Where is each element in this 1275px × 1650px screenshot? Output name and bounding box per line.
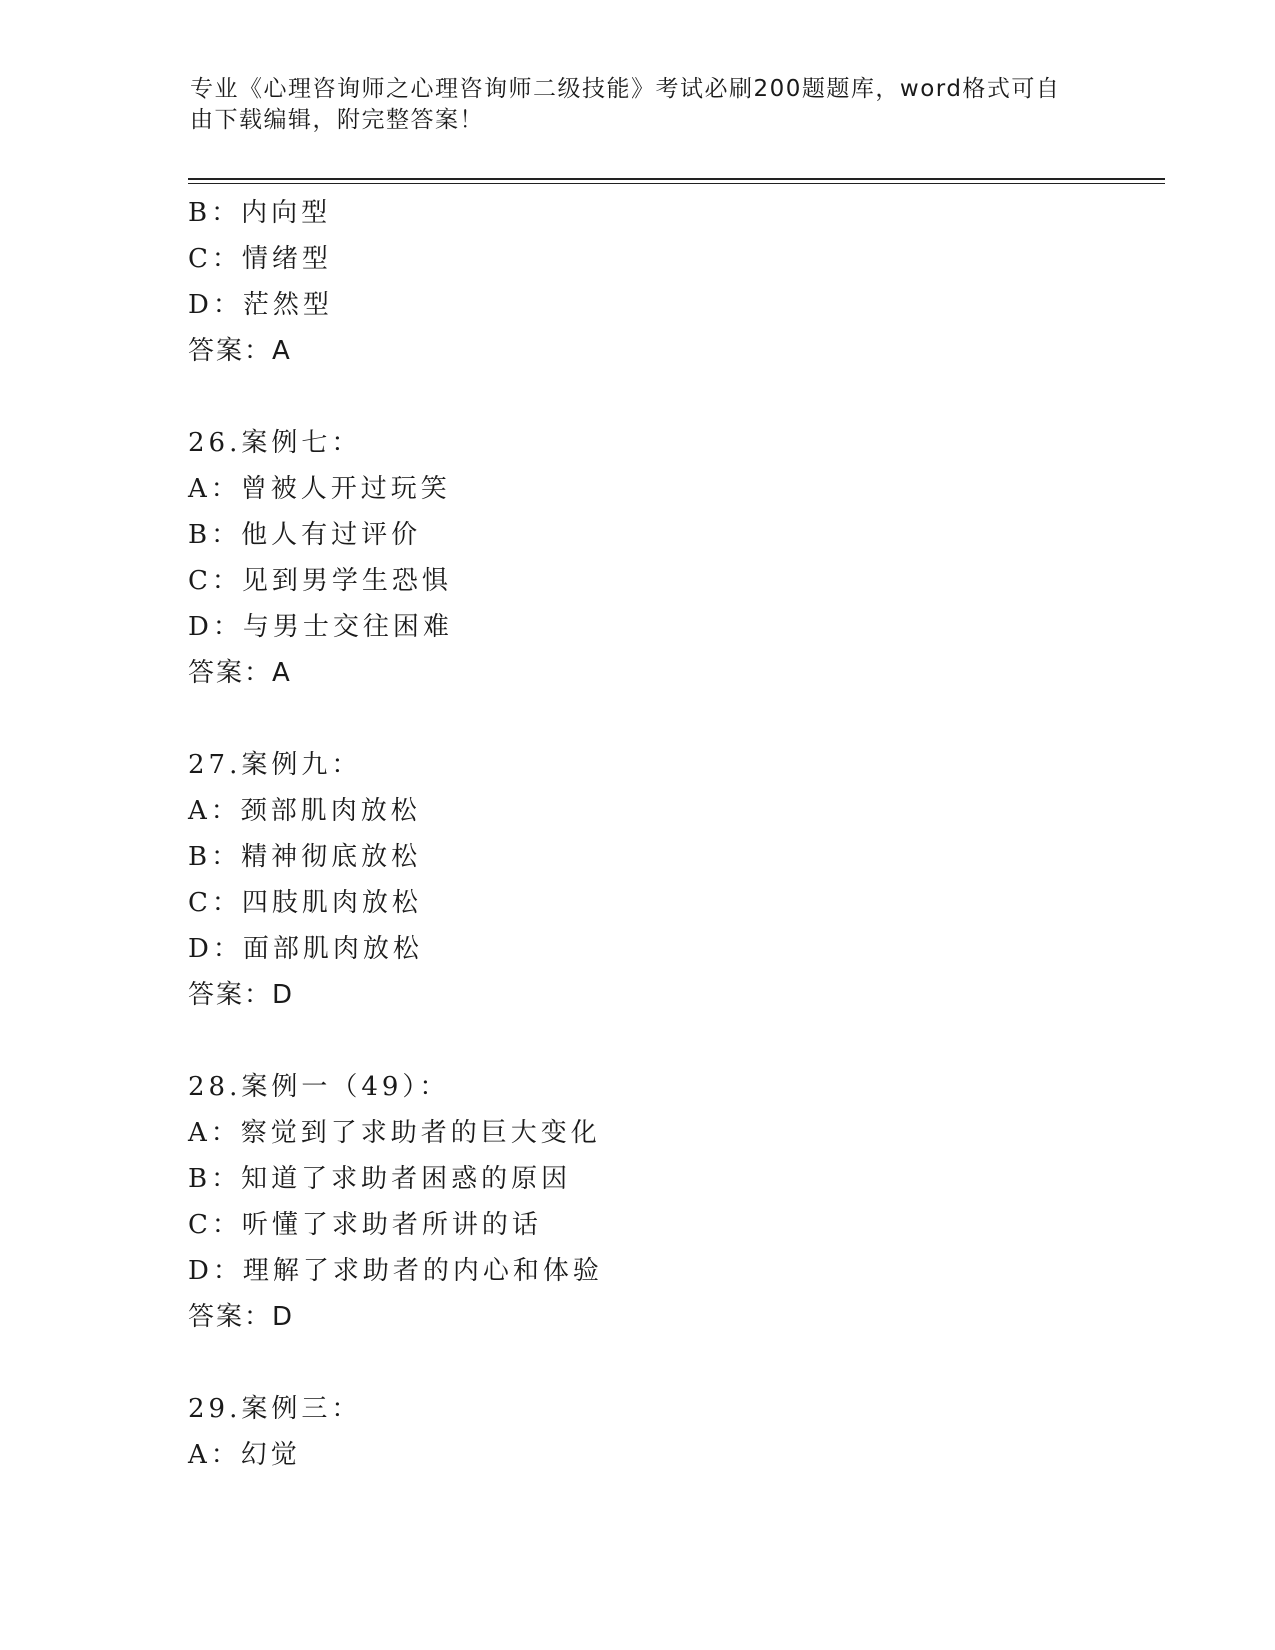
- question-28-option-b: B：知道了求助者困惑的原因: [188, 1164, 572, 1194]
- question-29-option-a: A：幻觉: [188, 1440, 301, 1470]
- question-25-option-b: B：内向型: [188, 198, 332, 228]
- question-27: [188, 742, 1168, 1018]
- spacer: [188, 1340, 1168, 1386]
- question-27-option-a: A：颈部肌肉放松: [188, 796, 421, 826]
- question-list: [188, 190, 1168, 1478]
- header-divider-top: [188, 178, 1165, 180]
- spacer: [188, 1018, 1168, 1064]
- question-27-option-d: D：面部肌肉放松: [188, 934, 423, 964]
- question-26-option-c: C：见到男学生恐惧: [188, 566, 452, 596]
- question-25-option-c: C：情绪型: [188, 244, 332, 274]
- question-26-option-b: B：他人有过评价: [188, 520, 422, 550]
- question-28: [188, 1064, 1168, 1340]
- question-27-option-c: C：四肢肌肉放松: [188, 888, 422, 918]
- question-28-option-d: D：理解了求助者的内心和体验: [188, 1256, 603, 1286]
- document-header: [190, 74, 1090, 136]
- question-26-title: 26.案例七：: [188, 428, 362, 458]
- question-28-option-a: A：察觉到了求助者的巨大变化: [188, 1118, 601, 1148]
- question-25-option-d: D：茫然型: [188, 290, 333, 320]
- spacer: [188, 374, 1168, 420]
- question-26: [188, 420, 1168, 696]
- question-27-title: 27.案例九：: [188, 750, 362, 780]
- header-line-1: 专业《心理咨询师之心理咨询师二级技能》考试必刷200题题库，word格式可自: [190, 76, 1061, 102]
- question-28-answer: 答案：D: [188, 1302, 295, 1332]
- question-28-title: 28.案例一（49）：: [188, 1072, 450, 1102]
- question-25: [188, 190, 1168, 374]
- question-26-option-d: D：与男士交往困难: [188, 612, 453, 642]
- question-26-option-a: A：曾被人开过玩笑: [188, 474, 451, 504]
- question-25-answer: 答案：A: [188, 336, 292, 366]
- header-line-2: 由下载编辑，附完整答案！: [190, 107, 484, 133]
- spacer: [188, 696, 1168, 742]
- question-27-answer: 答案：D: [188, 980, 295, 1010]
- question-29-title: 29.案例三：: [188, 1394, 362, 1424]
- header-divider-bottom: [188, 183, 1165, 184]
- question-28-option-c: C：听懂了求助者所讲的话: [188, 1210, 542, 1240]
- question-29: [188, 1386, 1168, 1478]
- question-27-option-b: B：精神彻底放松: [188, 842, 422, 872]
- question-26-answer: 答案：A: [188, 658, 292, 688]
